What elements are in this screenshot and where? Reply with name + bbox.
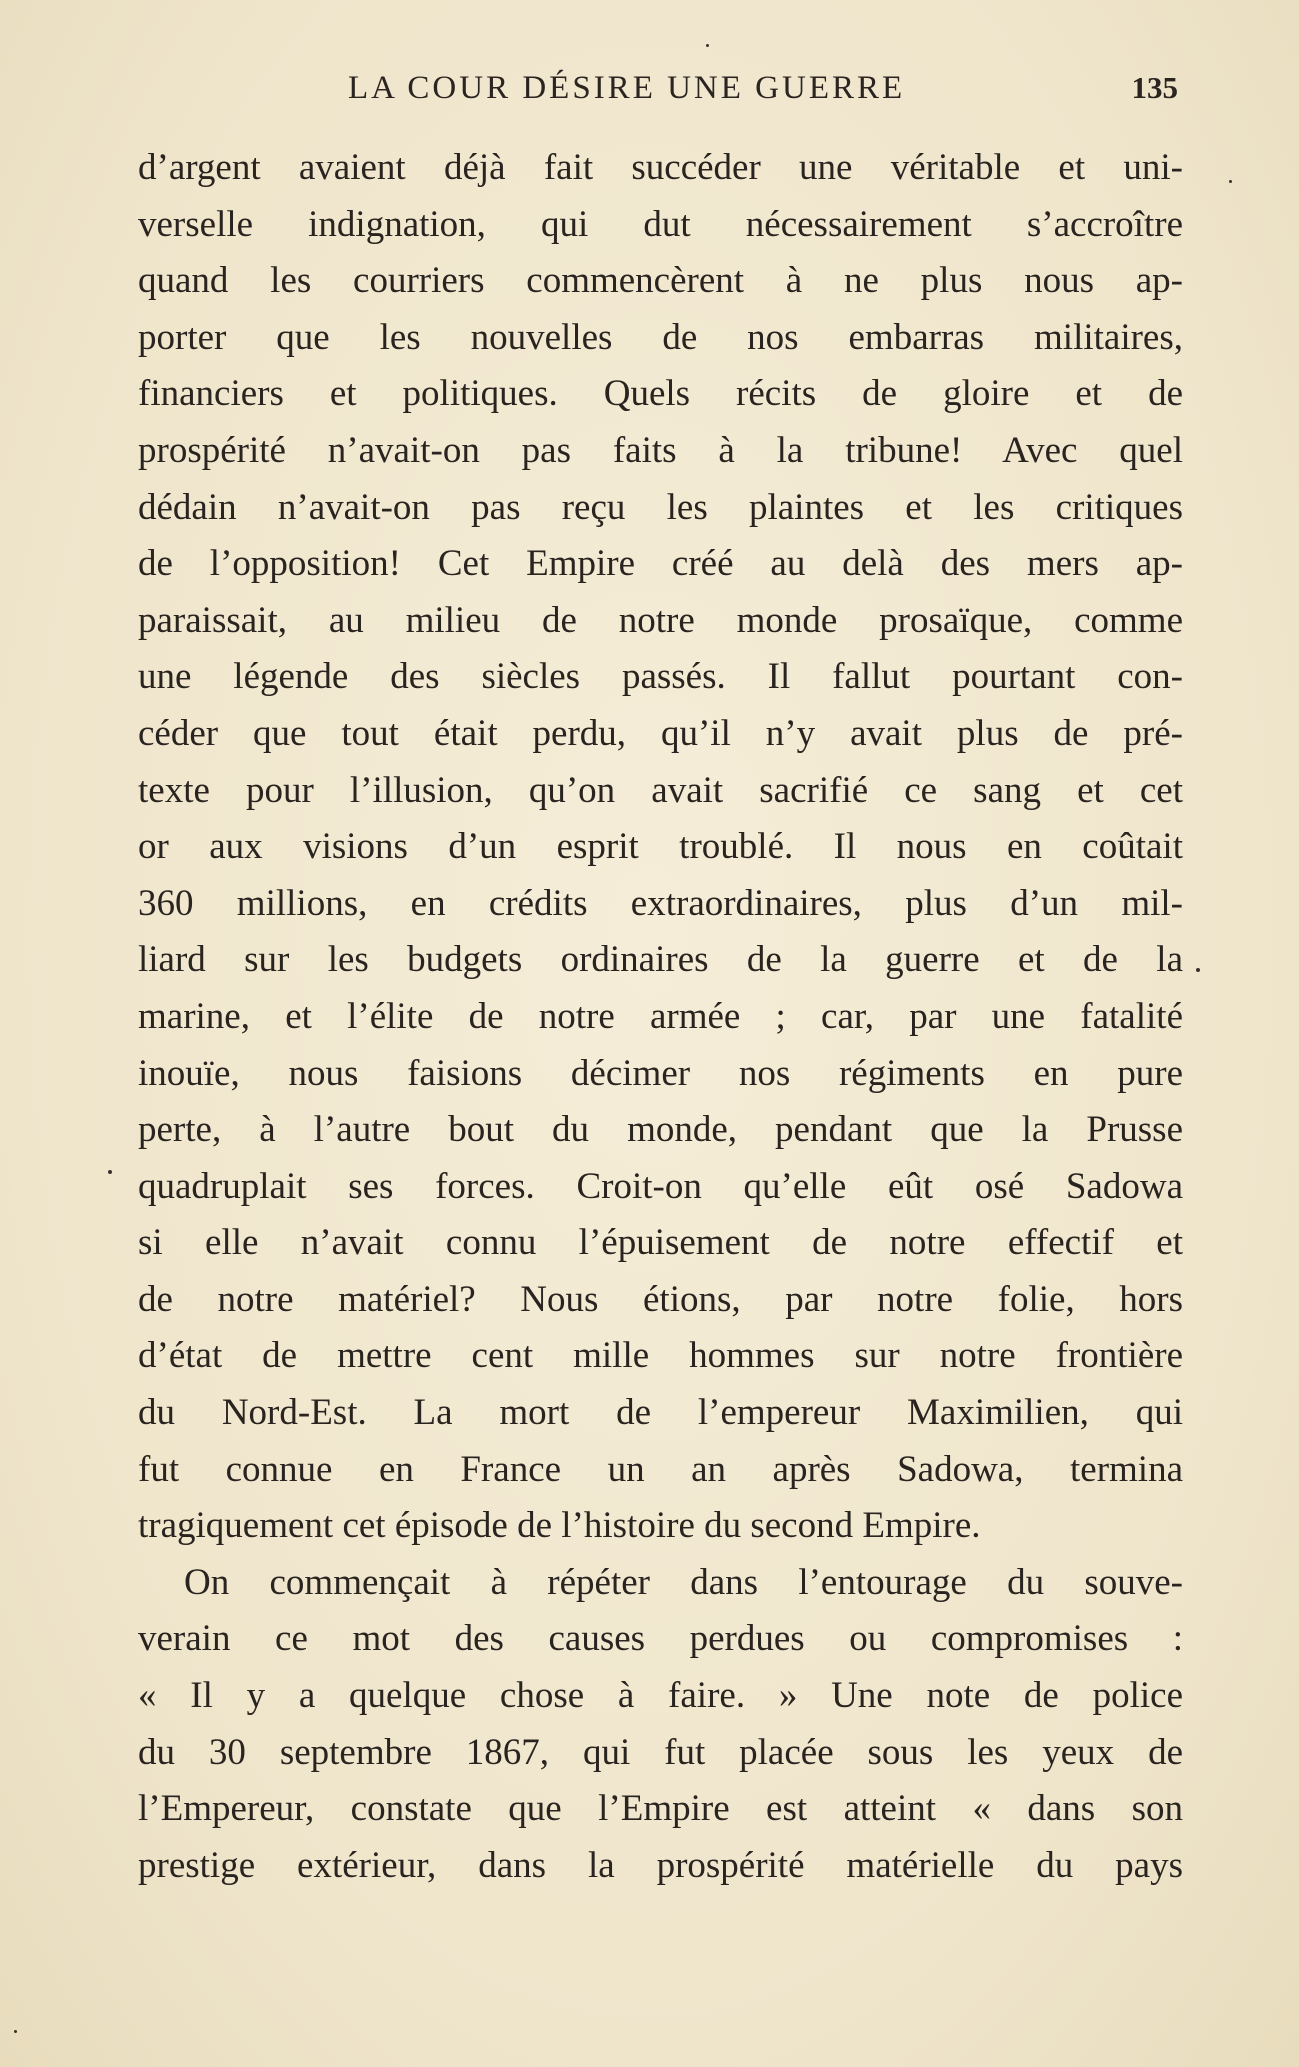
text-line: du 30 septembre 1867, qui fut placée sous les yeux de <box>138 1731 1183 1773</box>
text-line: prestige extérieur, dans la prospérité matérielle du pays <box>138 1844 1183 1886</box>
text-line: porter que les nouvelles de nos embarras militaires, <box>138 316 1183 358</box>
text-line: céder que tout était perdu, qu’il n’y avait plus de pré- <box>138 712 1183 754</box>
text-line: prospérité n’avait-on pas faits à la tribune! Avec quel <box>138 429 1183 471</box>
paragraph-1 <box>138 140 1183 1555</box>
text-line: d’argent avaient déjà fait succéder une véritable et uni- <box>138 147 1183 188</box>
text-line: verselle indignation, qui dut nécessairement s’accroître <box>138 203 1183 245</box>
ink-speck <box>14 2030 17 2033</box>
running-head: LA COUR DÉSIRE UNE GUERRE <box>348 70 906 106</box>
text-line: or aux visions d’un esprit troublé. Il nous en coûtait <box>138 826 1183 868</box>
page-number: 135 <box>1131 70 1178 105</box>
paragraph-2 <box>138 1555 1183 1895</box>
ink-speck <box>706 44 709 47</box>
text-line: de l’opposition! Cet Empire créé au delà des mers ap- <box>138 543 1183 585</box>
page-header <box>138 70 1178 120</box>
text-line: marine, et l’élite de notre armée ; car, par une fatalité <box>138 995 1183 1037</box>
text-line: l’Empereur, constate que l’Empire est atteint « dans son <box>138 1788 1183 1830</box>
body-text <box>138 140 1183 1894</box>
ink-speck <box>108 1170 112 1174</box>
text-line: tragiquement cet épisode de l’histoire du second Empire. <box>138 1505 981 1547</box>
text-line: 360 millions, en crédits extraordinaires, plus d’un mil- <box>138 882 1183 924</box>
text-line: d’état de mettre cent mille hommes sur notre frontière <box>138 1335 1183 1377</box>
text-line: si elle n’avait connu l’épuisement de notre effectif et <box>138 1222 1183 1264</box>
text-line: fut connue en France un an après Sadowa, termina <box>138 1448 1183 1490</box>
text-line: quadruplait ses forces. Croit-on qu’elle eût osé Sadowa <box>138 1165 1183 1207</box>
text-line: verain ce mot des causes perdues ou compromises : <box>138 1618 1183 1660</box>
text-line: liard sur les budgets ordinaires de la guerre et de la <box>138 939 1183 981</box>
text-line: On commençait à répéter dans l’entourage du souve- <box>184 1561 1183 1603</box>
text-line: « Il y a quelque chose à faire. » Une note de police <box>138 1675 1183 1717</box>
text-line: financiers et politiques. Quels récits de gloire et de <box>138 373 1183 415</box>
text-line: paraissait, au milieu de notre monde prosaïque, comme <box>138 599 1183 641</box>
text-line: texte pour l’illusion, qu’on avait sacrifié ce sang et cet <box>138 769 1183 811</box>
text-line: de notre matériel? Nous étions, par notre folie, hors <box>138 1278 1183 1320</box>
text-line: une légende des siècles passés. Il fallut pourtant con- <box>138 656 1183 698</box>
text-line: quand les courriers commencèrent à ne plus nous ap- <box>138 260 1183 302</box>
ink-speck <box>1196 968 1200 972</box>
text-line: dédain n’avait-on pas reçu les plaintes et les critiques <box>138 486 1183 528</box>
text-line: inouïe, nous faisions décimer nos régiments en pure <box>138 1052 1183 1094</box>
text-line: du Nord-Est. La mort de l’empereur Maximilien, qui <box>138 1392 1183 1434</box>
ink-speck <box>1229 180 1232 183</box>
text-line: perte, à l’autre bout du monde, pendant que la Prusse <box>138 1109 1183 1151</box>
